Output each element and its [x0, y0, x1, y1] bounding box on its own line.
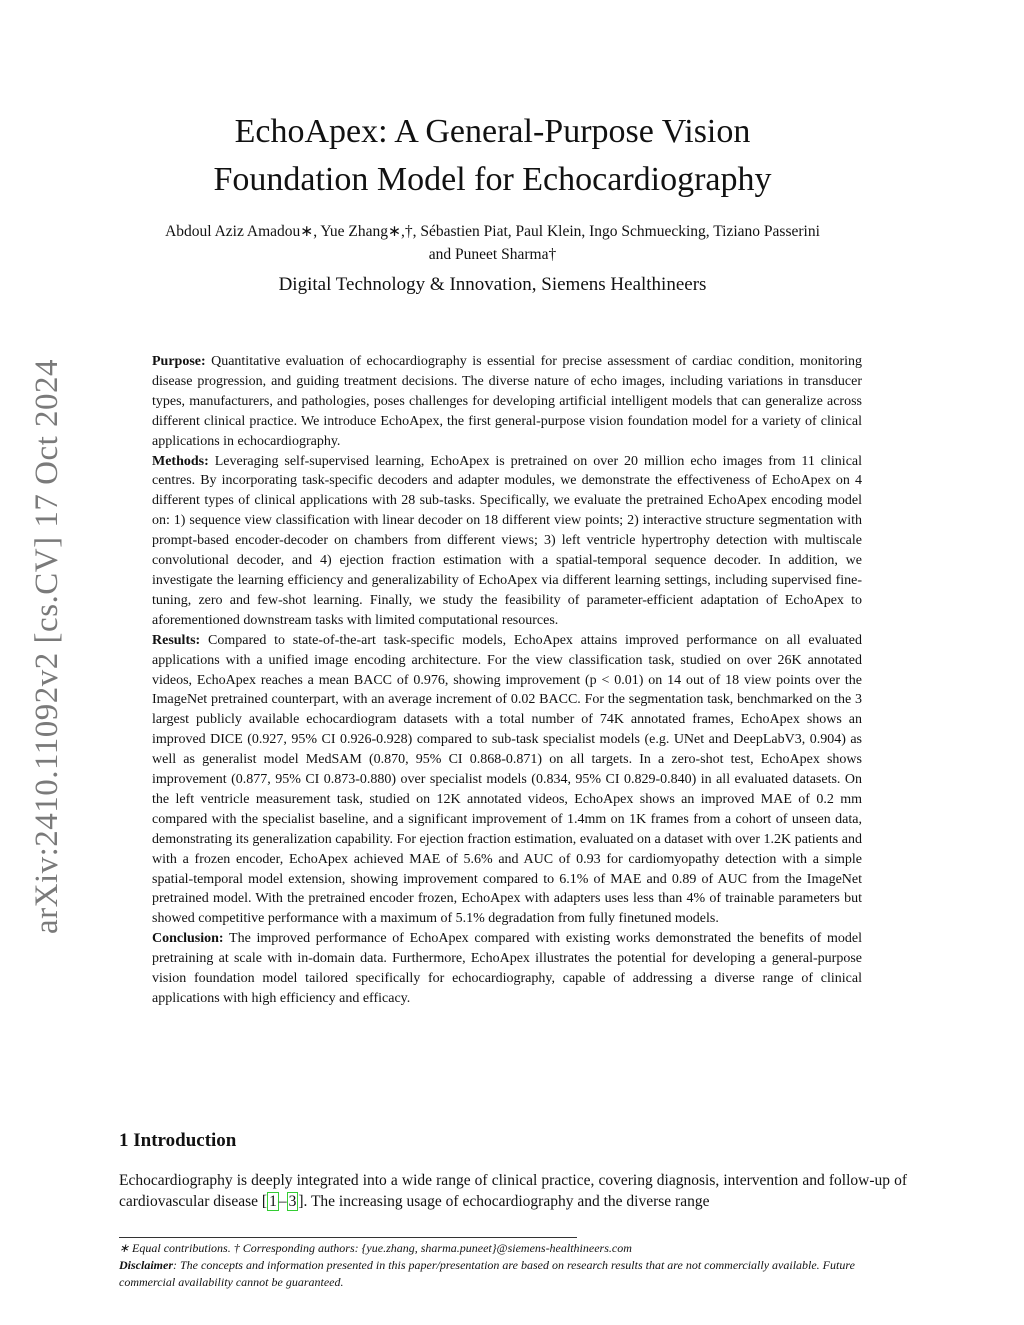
authors-line-2: and Puneet Sharma† [428, 246, 557, 263]
abstract-conclusion [152, 929, 862, 1009]
purpose-label: Purpose: [152, 354, 206, 369]
arxiv-identifier-text: arXiv:2410.11092v2 [cs.CV] 17 Oct 2024 [29, 358, 66, 934]
authors-line-1: Abdoul Aziz Amadou∗, Yue Zhang∗,†, Sébastien Piat, Paul Klein, Ingo Schmuecking, Tiziano Passerini [165, 223, 820, 240]
footnote-rule [119, 1237, 577, 1238]
disclaimer-text: : The concepts and information presented in this paper/presentation are based on research results that are not commercially available. Future commercial availability cannot be guaranteed. [119, 1258, 855, 1289]
conclusion-text: The improved performance of EchoApex compared with existing works demonstrated the benefits of model pretraining at scale with in-domain data. Furthermore, EchoApex illustrates the potential for developing a general-purpose vision foundation model tailored specifically for echocardiography, capable of addressing a diverse range of clinical applications with high efficiency and efficacy. [152, 931, 862, 1006]
methods-label: Methods: [152, 453, 209, 469]
footnotes [119, 1240, 907, 1291]
abstract-methods [152, 452, 862, 631]
citation-link-3[interactable]: 3 [288, 1193, 297, 1210]
intro-text-before: Echocardiography is deeply integrated into a wide range of clinical practice, covering diagnosis, intervention and follow-up of cardiovascular disease [119, 1172, 907, 1210]
citation-open-bracket: [ [261, 1193, 268, 1210]
results-text: Compared to state-of-the-art task-specific models, EchoApex attains improved performance on all evaluated applications with a unified image encoding architecture. For the view classification task, studied on over 26K annotated videos, EchoApex reaches a mean BACC of 0.976, showing improvement (p < 0.01) on 14 out of 18 view points over the ImageNet pretrained counterpart, with an average increment of 0.02 BACC. For the segmentation task, benchmarked on the 3 largest publicly available echocardiogram datasets with a total number of 74K annotated frames, EchoApex shows an improved DICE (0.927, 95% CI 0.926-0.928) compared to sub-task specialist models (e.g. UNet and DeepLabV3, 0.904) as well as generalist model MedSAM (0.870, 95% CI 0.868-0.871) on all targets. In a zero-shot test, EchoApex shows improvement (0.877, 95% CI 0.873-0.880) over specialist models (0.834, 95% CI 0.829-0.840) in all evaluated datasets. On the left ventricle measurement task, studied on 12K annotated videos, EchoApex shows an improved MAE of 0.2 mm compared with the specialist baseline, and a significant improvement of 1.4mm on 1K frames from a cohort of unseen data, demonstrating its generalization capability. For ejection fraction estimation, evaluated on a dataset with over 1.2K patients and with a frozen encoder, EchoApex achieved MAE of 5.6% and AUC of 0.93 for cardiomyopathy detection with a simple spatial-temporal model extension, showing improvement compared to 6.1% of MAE and 0.89 of AUC from the ImageNet pretrained model. With the pretrained encoder frozen, EchoApex with adapters uses less than 4% of trainable parameters but showed competitive performance with a maximum of 5.1% degradation from fully finetuned models. [152, 632, 863, 927]
citation-close-bracket: ] [298, 1193, 304, 1210]
citation-dash: – [278, 1193, 287, 1210]
methods-text: Leveraging self-supervised learning, EchoApex is pretrained on over 20 million echo images from 11 clinical centres. By incorporating task-specific decoders and adapter modules, we demonstrate the effectiveness of EchoApex on 4 different types of clinical applications with 28 sub-tasks. Specifically, we evaluate the pretrained EchoApex encoding model on: 1) sequence view classification with linear decoder on 18 different view points; 2) interactive structure segmentation with prompt-based encoder-decoder on chambers from different views; 3) left ventricle hypertrophy detection with multiscale convolutional decoder, and 4) ejection fraction estimation with a spatial-temporal sequence decoder. In addition, we investigate the learning efficiency and generalizability of EchoApex via different learning settings, including supervised fine-tuning, zero and few-shot learning. Finally, we study the feasibility of parameter-efficient adaptation of EchoApex to aforementioned downstream tasks with limited computational resources. [152, 453, 863, 628]
conclusion-label: Conclusion: [152, 931, 224, 947]
author-list [110, 220, 875, 266]
intro-text-after: . The increasing usage of echocardiography and the diverse range [303, 1193, 710, 1210]
footnote-contributions: ∗ Equal contributions. † Corresponding authors: {yue.zhang, sharma.puneet}@siemens-healthineers.com [119, 1241, 632, 1255]
affiliation: Digital Technology & Innovation, Siemens Healthineers [278, 274, 707, 295]
results-label: Results: [152, 632, 201, 648]
title-line-1: EchoApex: A General-Purpose Vision [234, 113, 751, 150]
abstract-results [152, 631, 862, 930]
footnote-disclaimer [119, 1257, 907, 1291]
introduction-paragraph [119, 1170, 907, 1212]
abstract [152, 352, 862, 1009]
disclaimer-label: Disclaimer [119, 1258, 173, 1272]
section-heading-introduction: 1 Introduction [119, 1130, 237, 1151]
arxiv-identifier [8, 356, 88, 936]
purpose-text: Quantitative evaluation of echocardiography is essential for precise assessment of cardiac condition, monitoring disease progression, and guiding treatment decisions. The diverse nature of echo images, including variations in transducer types, manufacturers, and pathologies, poses challenges for developing artificial intelligent models that can generalize across different clinical practice. We introduce EchoApex, the first general-purpose vision foundation model for a variety of clinical applications in echocardiography. [152, 354, 862, 449]
paper-title [120, 108, 865, 204]
abstract-purpose [152, 352, 862, 452]
citation-link-1[interactable]: 1 [269, 1193, 277, 1210]
title-line-2: Foundation Model for Echocardiography [213, 161, 772, 198]
